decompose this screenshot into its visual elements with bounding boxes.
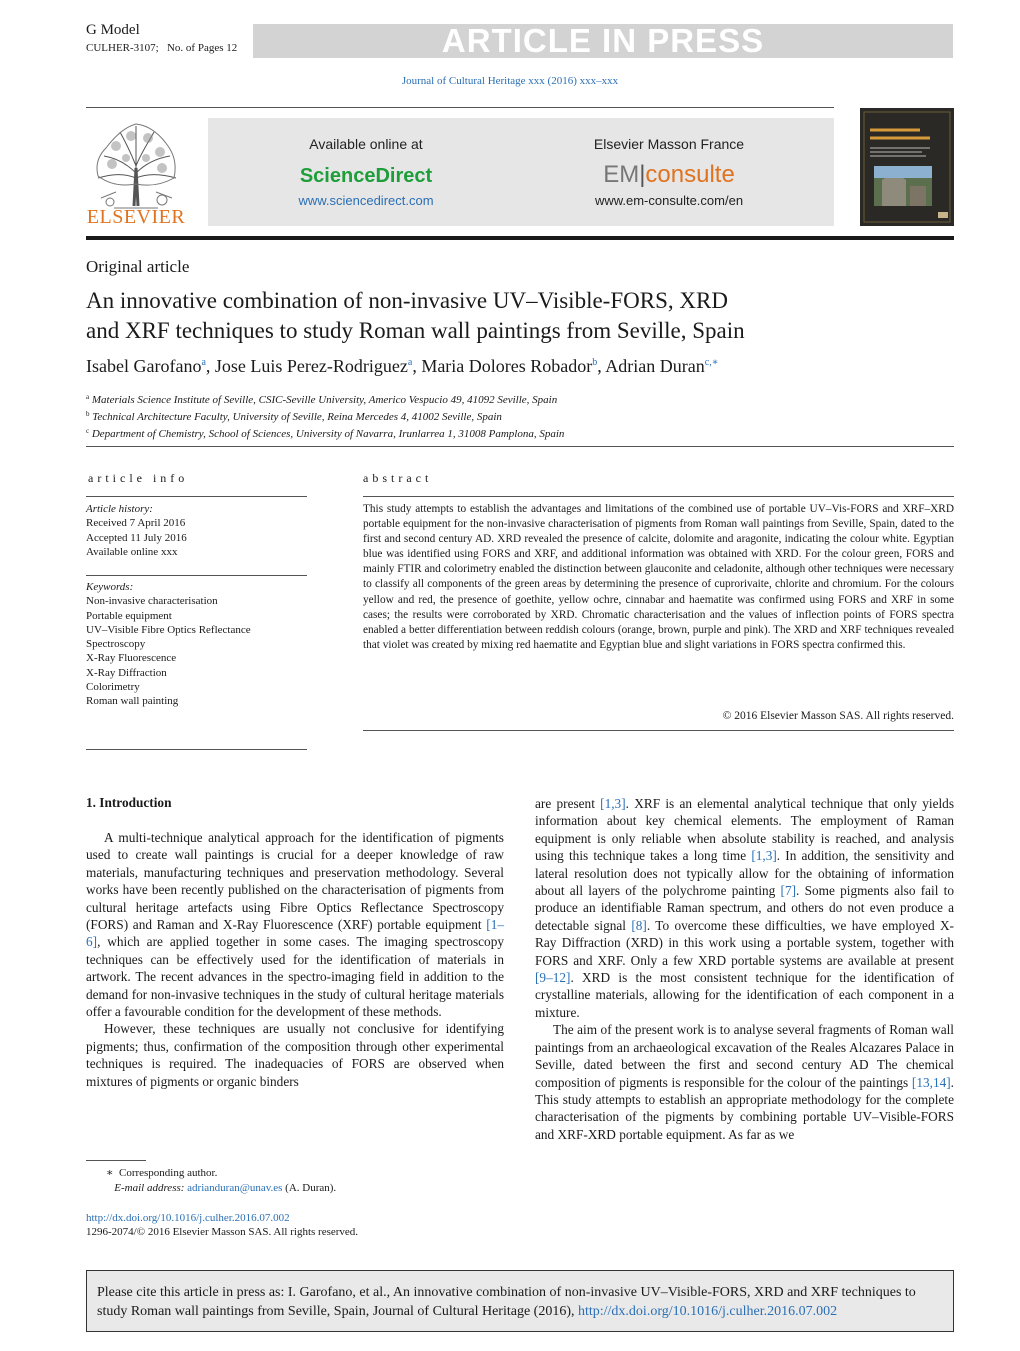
affiliation [86, 424, 946, 441]
text-run: . In addition, the sensitivity and lateral resolution does not typically allow for the obtaining of information about all layers of the polychrome painting [535, 848, 954, 899]
author-separator: , [597, 356, 606, 376]
citation-link[interactable]: [7] [780, 883, 797, 899]
sciencedirect-url[interactable]: www.sciencedirect.com [298, 193, 434, 208]
citation-link[interactable]: [13,14] [911, 1074, 951, 1090]
manuscript-code [86, 42, 237, 54]
title-line-2: and XRF techniques to study Roman wall paintings from Seville, Spain [86, 318, 745, 343]
affiliation-marker: a [86, 393, 90, 401]
citation-link[interactable]: [9–12] [535, 970, 571, 986]
citation-link[interactable]: [1,3] [751, 848, 777, 864]
text-run: . To overcome these difficulties, we have employed X-Ray Diffraction (XRD) in this work using a portable system, together with FORS and XRF. Only a few XRD portable systems are available at present [535, 917, 954, 968]
text-run: The aim of the present work is to analyse several fragments of Roman wall paintings from an archaeological excavation of the Reales Alcazares Palace in Seville, dated between the first and second century AD The chemical composition of pigments is responsible for the colour of the paintings [535, 1022, 954, 1090]
author-name[interactable]: Adrian Duran [605, 356, 705, 376]
author-list [86, 356, 946, 377]
page-count: No. of Pages 12 [166, 42, 238, 54]
affiliation [86, 407, 946, 424]
article-in-press-banner: ARTICLE IN PRESS [253, 24, 953, 58]
paragraph: However, these techniques are usually not conclusive for identifying pigments; thus, confirmation of the composition through other experimental techniques is required. The inadequacies of FORS are observed when mixtures of pigments or organic binders [86, 1021, 504, 1089]
citation-text: Please cite this article in press as: I. Garofano, et al., An innovative combination of non-invasive UV–Visible-FORS, XRD and XRF techniques to study Roman wall paintings from Seville, Spain, Journal of Cultural Heritage (2016), [97, 1285, 916, 1319]
keywords-rule [86, 749, 307, 750]
received-date: Received 7 April 2016 [86, 517, 186, 530]
available-online-label: Available online at [309, 136, 423, 152]
article-info-rule [86, 496, 307, 497]
article-history [86, 502, 306, 559]
citation-link[interactable]: [1–6] [86, 917, 504, 950]
affiliation-text: Technical Architecture Faculty, University of Seville, Reina Mercedes 4, 41002 Seville, Spain [92, 411, 502, 423]
header-thick-rule [86, 236, 954, 240]
journal-line[interactable]: Journal of Cultural Heritage xxx (2016) xxx–xxx [401, 75, 619, 87]
affiliation-marker: b [86, 410, 90, 418]
issn-line: 1296-2074/© 2016 Elsevier Masson SAS. All rights reserved. [86, 1226, 359, 1238]
article-type: Original article [86, 257, 190, 276]
author-name[interactable]: Maria Dolores Robador [421, 356, 593, 376]
footnote-star: ∗ [106, 1167, 114, 1179]
g-model-label: G Model [86, 22, 140, 38]
header-rule [86, 107, 834, 108]
author-affil-marker[interactable]: c,∗ [704, 357, 719, 368]
keyword: Portable equipment [86, 609, 172, 622]
keywords-label: Keywords: [86, 581, 134, 593]
title-rule [86, 446, 954, 447]
paragraph [535, 1021, 954, 1143]
text-run: , which are applied together in some cases. The imaging spectroscopy techniques can be effectively used for the identification of materials in artwork. The recent advances in the spectro-imaging field in addition to the demand for non-invasive techniques in the study of cultural heritage materials offer a favourable condition for the development of these methods. [86, 934, 504, 1020]
title-line-1: An innovative combination of non-invasive UV–Visible-FORS, XRD [86, 288, 728, 313]
doi-link[interactable]: http://dx.doi.org/10.1016/j.culher.2016.07.002 [86, 1212, 290, 1224]
corresponding-author-label: Corresponding author. [118, 1167, 218, 1179]
keywords [86, 580, 306, 709]
keyword: UV–Visible Fibre Optics Reflectance [86, 623, 251, 636]
keyword: Non-invasive characterisation [86, 595, 218, 608]
author-name[interactable]: Isabel Garofano [86, 356, 202, 376]
left-column [86, 829, 504, 1090]
right-column [535, 795, 954, 1143]
abstract-text: This study attempts to establish the advantages and limitations of the combined use of portable UV–Vis-FORS and XRF–XRD portable equipment for the non-invasive characterisation of pigments from Roman wall paintings from Seville, Spain, dated to the first and second century AD. XRD revealed the presence of calcite, dolomite and aragonite, indicating the colour white. Egyptian blue was identified using FORS and XRF, and additional information was obtained with XRD. For the colour green, FORS and mainly FTIR and colorimetry enabled the distinction between glauconite and celadonite, although other techniques were necessary to classify all components of the green areas by determining the presence of cuprorivaite, chlorite and chromium. For the colours yellow and red, the presence of goethite, yellow ochre, cinnabar and haematite was confirmed using FORS and XRF in some cases; the results were corroborated by XRD. Chromatic characterisation and the values of inflection points of FORS spectra enabled a better differentiation between reddish colours (orange, brown, purple and pink). The XRD and XRF techniques revealed that violet was created by mixing red haematite and Egyptian blue and slight variations in FORS spectra confirmed this. [363, 503, 955, 651]
keyword: X-Ray Diffraction [86, 666, 167, 679]
text-run: are present [535, 796, 601, 811]
accepted-date: Accepted 11 July 2016 [86, 531, 187, 544]
consulte-logo-part: consulte [645, 161, 735, 188]
text-run: A multi-technique analytical approach for the identification of pigments used to create wall paintings is crucial for a deeper knowledge of raw materials, manufacturing techniques and preservation methodology. Several works have been recently published on the characterisation of pigments from cultural heritage artefacts using Fibre Optics Reflectance Spectroscopy (FORS) and Raman and X-Ray Fluorescence (XRF) portable equipment [86, 830, 504, 933]
affiliation [86, 390, 946, 407]
email-owner: (A. Duran). [285, 1182, 337, 1194]
footnote-rule [86, 1160, 146, 1161]
email-label: E-mail address: [114, 1182, 185, 1194]
text-run: . This study attempts to establish an appropriate methodology for the complete characterisation of the pigments by combining portable UV–Visible-FORS and XRF-XRD portable equipment. As far as we [535, 1074, 954, 1142]
text-run: . XRD is the most consistent technique for the identification of crystalline materials, allowing for the identification of each component in a mixture. [535, 970, 954, 1020]
abstract-bottom-rule [363, 730, 954, 731]
citation-link[interactable]: [1,3] [600, 796, 626, 811]
affiliation-text: Materials Science Institute of Seville, CSIC-Seville University, Americo Vespucio 49, 41092 Seville, Spain [91, 394, 558, 406]
article-title [86, 286, 946, 346]
affiliation-marker: c [86, 427, 90, 435]
article-info-heading: article info [88, 471, 189, 485]
author-affil-marker[interactable]: b [592, 357, 598, 368]
author-separator: , [205, 356, 215, 376]
introduction-heading: 1. Introduction [86, 795, 172, 810]
text-run: . Some pigments also fail to produce an identifiable Raman spectrum, and others do not even produce a detectable signal [535, 883, 954, 933]
abstract-heading: abstract [363, 471, 433, 485]
keyword: Colorimetry [86, 681, 140, 694]
keyword: X-Ray Fluorescence [86, 652, 177, 665]
email-link[interactable]: adrianduran@unav.es [187, 1182, 283, 1194]
history-label: Article history: [86, 503, 153, 515]
citation-doi-link[interactable]: http://dx.doi.org/10.1016/j.culher.2016.07.002 [577, 1304, 838, 1319]
paragraph [86, 829, 504, 1020]
journal-cover-image[interactable] [860, 108, 954, 226]
author-separator: , [412, 356, 422, 376]
culher-code: CULHER-3107; [86, 42, 159, 54]
publisher-label: Elsevier Masson France [593, 136, 745, 152]
abstract-copyright: © 2016 Elsevier Masson SAS. All rights reserved. [722, 710, 954, 722]
author-affil-marker[interactable]: a [407, 357, 413, 368]
affiliation-text: Department of Chemistry, School of Sciences, University of Navarra, Irunlarrea 1, 31008 Pamplona, Spain [91, 428, 565, 440]
footnote [86, 1166, 504, 1196]
keyword: Spectroscopy [86, 638, 146, 651]
em-logo-part: EM [603, 161, 640, 188]
sciencedirect-logo[interactable]: ScienceDirect [299, 165, 433, 187]
elsevier-wordmark: ELSEVIER [86, 206, 186, 228]
author-name[interactable]: Jose Luis Perez-Rodriguez [214, 356, 408, 376]
author-affil-marker[interactable]: a [201, 357, 206, 368]
em-consulte-url[interactable]: www.em-consulte.com/en [594, 193, 744, 208]
online-date: Available online xxx [86, 545, 178, 558]
paragraph [535, 795, 954, 1021]
keyword: Roman wall painting [86, 695, 179, 708]
citation-box [86, 1270, 954, 1332]
history-rule [86, 575, 307, 576]
abstract-rule [363, 496, 954, 497]
em-consulte-logo[interactable]: EM|consulte [603, 161, 735, 188]
affiliations [86, 390, 946, 441]
citation-link[interactable]: [8] [631, 917, 647, 933]
text-run: . XRF is an elemental analytical technique that only yields information about key chemical elements. The employment of Raman equipment is only reliable when absolute stability is reached, and analysis using this technique takes a long time [535, 796, 954, 864]
